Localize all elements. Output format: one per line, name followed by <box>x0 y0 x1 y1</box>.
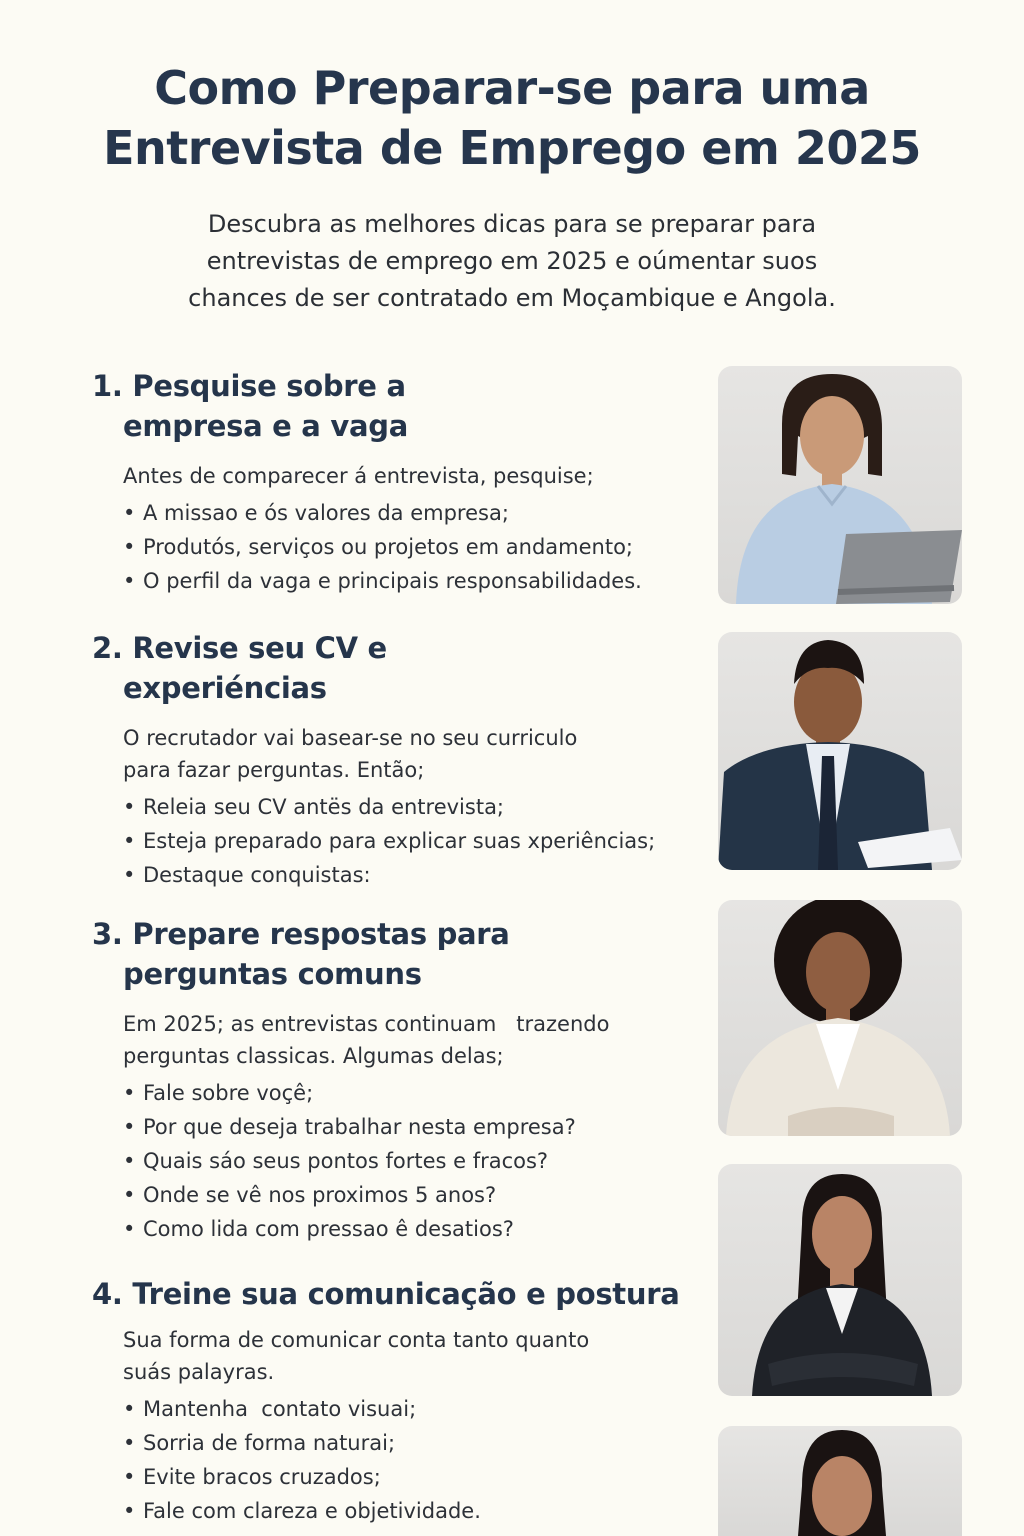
bullet-icon: • <box>123 1499 136 1523</box>
section-heading <box>92 914 712 994</box>
bullet-list <box>92 1076 712 1246</box>
page-title <box>0 58 1024 178</box>
bullet-icon: • <box>123 501 136 525</box>
list-item-text: Como lida com pressao ê desatios? <box>143 1217 514 1241</box>
list-item <box>123 1144 712 1178</box>
intro-line: O recrutador vai basear-se no seu curriculo <box>123 726 578 750</box>
subtitle-line: Descubra as melhores dicas para se preparar para <box>207 210 817 238</box>
section-intro <box>92 1008 712 1072</box>
list-item-text: Sorria de forma naturai; <box>143 1431 396 1455</box>
list-item-text: Fale sobre voçê; <box>143 1081 314 1105</box>
bullet-icon: • <box>123 1149 136 1173</box>
list-item-text: Esteja preparado para explicar suas xperiências; <box>143 829 656 853</box>
heading-line: empresa e a vaga <box>123 409 408 443</box>
man-in-suit-with-papers-photo <box>718 632 962 870</box>
list-item-text: A missao e ós valores da empresa; <box>143 501 509 525</box>
bullet-icon: • <box>123 829 136 853</box>
heading-line: experiéncias <box>123 671 327 705</box>
bullet-icon: • <box>123 1465 136 1489</box>
list-item <box>123 1076 712 1110</box>
heading-line: 3. Prepare respostas para <box>92 917 510 951</box>
list-item <box>123 790 712 824</box>
heading-line: perguntas comuns <box>123 957 422 991</box>
list-item-text: O perfil da vaga e principais responsabilidades. <box>143 569 642 593</box>
heading-line: 1. Pesquise sobre a <box>92 369 406 403</box>
subtitle-line: chances de ser contratado em Moçambique e Angola. <box>188 284 836 312</box>
bullet-icon: • <box>123 569 136 593</box>
list-item <box>123 1110 712 1144</box>
list-item <box>123 1212 712 1246</box>
intro-line: Em 2025; as entrevistas continuam trazendo <box>123 1012 610 1036</box>
section-communication-posture <box>92 1274 712 1528</box>
section-intro <box>92 722 712 786</box>
bullet-icon: • <box>123 1115 136 1139</box>
bullet-list <box>92 1392 712 1528</box>
list-item <box>123 824 712 858</box>
list-item <box>123 496 712 530</box>
list-item <box>123 1460 712 1494</box>
list-item-text: Evite bracos cruzados; <box>143 1465 381 1489</box>
man-in-suit-illustration <box>718 632 962 870</box>
bullet-icon: • <box>123 1217 136 1241</box>
list-item-text: Quais sáo seus pontos fortes e fracos? <box>143 1149 549 1173</box>
page-subtitle <box>0 206 1024 317</box>
list-item-text: Produtós, serviços ou projetos em andamento; <box>143 535 634 559</box>
bullet-list <box>92 790 712 892</box>
woman-portrait-illustration <box>718 1426 962 1536</box>
list-item-text: Destaque conquistas: <box>143 863 371 887</box>
list-item <box>123 1426 712 1460</box>
bullet-icon: • <box>123 1397 136 1421</box>
list-item-text: Onde se vê nos proximos 5 anos? <box>143 1183 497 1207</box>
list-item-text: Fale com clareza e objetividade. <box>143 1499 481 1523</box>
woman-with-laptop-photo <box>718 366 962 604</box>
woman-arms-crossed-photo <box>718 1164 962 1396</box>
list-item-text: Mantenha contato visuai; <box>143 1397 417 1421</box>
intro-line: perguntas classicas. Algumas delas; <box>123 1044 504 1068</box>
list-item <box>123 1392 712 1426</box>
woman-with-laptop-illustration <box>718 366 962 604</box>
list-item <box>123 1178 712 1212</box>
heading-line: 4. Treine sua comunicação e postura <box>92 1277 680 1311</box>
bullet-icon: • <box>123 795 136 819</box>
bullet-list <box>92 496 712 598</box>
woman-in-beige-blazer-photo <box>718 900 962 1136</box>
section-heading <box>92 1274 712 1314</box>
heading-line: 2. Revise seu CV e <box>92 631 387 665</box>
list-item-text: Por que deseja trabalhar nesta empresa? <box>143 1115 576 1139</box>
bullet-icon: • <box>123 1431 136 1455</box>
woman-in-blazer-illustration <box>718 900 962 1136</box>
bullet-icon: • <box>123 1183 136 1207</box>
bullet-icon: • <box>123 863 136 887</box>
subtitle-line: entrevistas de emprego em 2025 e oúmentar suos <box>206 247 818 275</box>
section-intro <box>92 1324 712 1388</box>
list-item <box>123 1494 712 1528</box>
section-research-company <box>92 366 712 598</box>
section-prepare-answers <box>92 914 712 1246</box>
intro-line: Sua forma de comunicar conta tanto quanto <box>123 1328 590 1352</box>
woman-arms-crossed-illustration <box>718 1164 962 1396</box>
woman-portrait-photo <box>718 1426 962 1536</box>
title-line: Como Preparar-se para uma <box>154 61 870 115</box>
section-review-cv <box>92 628 712 892</box>
intro-line: suás palayras. <box>123 1360 275 1384</box>
list-item-text: Releia seu CV antës da entrevista; <box>143 795 505 819</box>
bullet-icon: • <box>123 1081 136 1105</box>
section-heading <box>92 628 712 708</box>
list-item <box>123 530 712 564</box>
list-item <box>123 858 712 892</box>
section-intro <box>92 460 712 492</box>
title-line: Entrevista de Emprego em 2025 <box>103 121 921 175</box>
bullet-icon: • <box>123 535 136 559</box>
intro-line: para fazar perguntas. Então; <box>123 758 425 782</box>
section-heading <box>92 366 712 446</box>
intro-line: Antes de comparecer á entrevista, pesquise; <box>123 464 594 488</box>
list-item <box>123 564 712 598</box>
